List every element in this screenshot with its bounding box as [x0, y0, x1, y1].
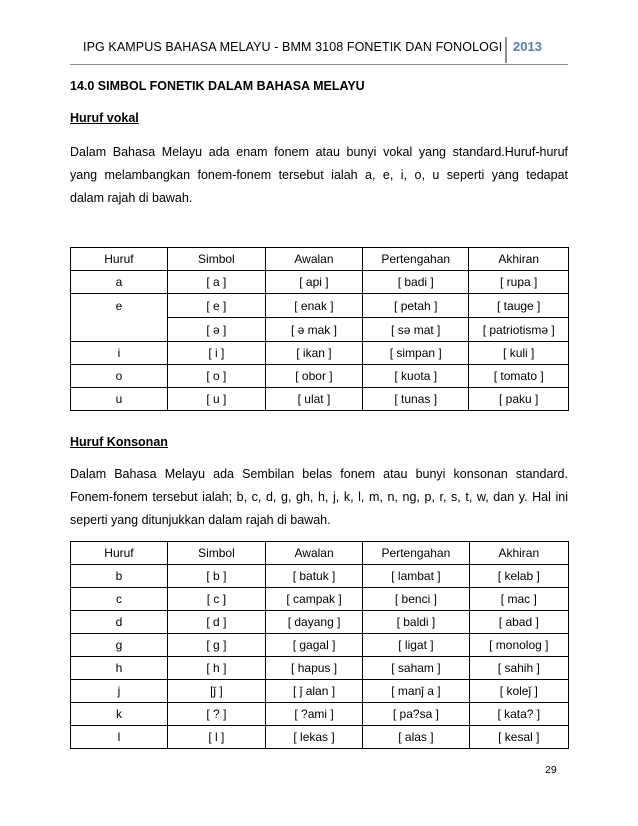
table-cell: [ sahih ] — [469, 657, 568, 680]
header-title: IPG KAMPUS BAHASA MELAYU - BMM 3108 FONETIK DAN FONOLOGI — [83, 40, 503, 54]
konsonan-paragraph-line: Dalam Bahasa Melayu ada Sembilan belas fonem atau bunyi konsonan standard. — [70, 467, 568, 481]
table-cell: e — [71, 294, 168, 318]
table-cell: [ api ] — [265, 271, 362, 294]
table-header-cell: Akhiran — [469, 542, 568, 565]
table-header-row — [71, 542, 569, 565]
table-cell: [ b ] — [167, 565, 265, 588]
table-cell: [ patriotismə ] — [469, 318, 569, 342]
table-header-cell: Akhiran — [469, 248, 569, 271]
table-cell: c — [71, 588, 168, 611]
table-row — [71, 318, 569, 342]
table-cell: [ kuli ] — [469, 342, 569, 365]
table-cell: [ paku ] — [469, 388, 569, 411]
table-row — [71, 726, 569, 749]
table-cell: [ obor ] — [265, 365, 362, 388]
table-cell: [ a ] — [167, 271, 265, 294]
table-row — [71, 680, 569, 703]
table-row — [71, 271, 569, 294]
table-header-cell: Huruf — [71, 542, 168, 565]
konsonan-paragraph — [70, 463, 568, 532]
table-cell: [ koleǰ ] — [469, 680, 568, 703]
table-cell: [ kesal ] — [469, 726, 568, 749]
table-header-row — [71, 248, 569, 271]
table-cell: h — [71, 657, 168, 680]
table-cell: [ o ] — [167, 365, 265, 388]
table-row — [71, 657, 569, 680]
table-cell: [ gagal ] — [265, 634, 362, 657]
table-cell: [ c ] — [167, 588, 265, 611]
table-cell: d — [71, 611, 168, 634]
table-cell: o — [71, 365, 168, 388]
vokal-paragraph-line: dalam rajah di bawah. — [70, 191, 193, 205]
table-cell: [ mac ] — [469, 588, 568, 611]
table-cell: [ g ] — [167, 634, 265, 657]
table-cell: [ campak ] — [265, 588, 362, 611]
table-cell: u — [71, 388, 168, 411]
table-header-cell: Simbol — [167, 248, 265, 271]
table-cell: i — [71, 342, 168, 365]
table-cell: [ benci ] — [363, 588, 469, 611]
table-cell: [ u ] — [167, 388, 265, 411]
table-cell: [ tomato ] — [469, 365, 569, 388]
table-cell: [ ligat ] — [363, 634, 469, 657]
table-cell: [ abad ] — [469, 611, 568, 634]
table-cell: [ ə mak ] — [265, 318, 362, 342]
section-title: 14.0 SIMBOL FONETIK DALAM BAHASA MELAYU — [70, 79, 365, 93]
table-cell: [ d ] — [167, 611, 265, 634]
header-separator — [505, 37, 507, 63]
header-year: 2013 — [513, 39, 542, 54]
table-cell: [ i ] — [167, 342, 265, 365]
table-row — [71, 294, 569, 318]
table-cell: b — [71, 565, 168, 588]
table-row — [71, 388, 569, 411]
table-row — [71, 703, 569, 726]
table-cell: [ dayang ] — [265, 611, 362, 634]
table-cell — [71, 318, 168, 342]
table-cell: [ ulat ] — [265, 388, 362, 411]
table-cell: [ sə mat ] — [363, 318, 469, 342]
vokal-paragraph-line: Dalam Bahasa Melayu ada enam fonem atau bunyi vokal yang standard.Huruf-huruf — [70, 145, 568, 159]
table-cell: [ simpan ] — [363, 342, 469, 365]
table-row — [71, 611, 569, 634]
table-cell: [ ǰ alan ] — [265, 680, 362, 703]
table-cell: [ lekas ] — [265, 726, 362, 749]
table-row — [71, 634, 569, 657]
table-cell: [ h ] — [167, 657, 265, 680]
table-cell: l — [71, 726, 168, 749]
table-cell: [ alas ] — [363, 726, 469, 749]
table-cell: [ hapus ] — [265, 657, 362, 680]
table-cell: a — [71, 271, 168, 294]
table-cell: [ ikan ] — [265, 342, 362, 365]
page-header — [70, 37, 570, 63]
table-cell: [ ?ami ] — [265, 703, 362, 726]
table-cell: [ l ] — [167, 726, 265, 749]
table-cell: j — [71, 680, 168, 703]
table-cell: k — [71, 703, 168, 726]
table-cell: g — [71, 634, 168, 657]
table-cell: [ badi ] — [363, 271, 469, 294]
vokal-paragraph — [70, 141, 568, 210]
konsonan-heading: Huruf Konsonan — [70, 435, 168, 449]
table-cell: [ manǰ a ] — [363, 680, 469, 703]
table-cell: [ kuota ] — [363, 365, 469, 388]
table-cell: [ kelab ] — [469, 565, 568, 588]
page-number: 29 — [545, 764, 557, 776]
table-row — [71, 342, 569, 365]
table-cell: [ petah ] — [363, 294, 469, 318]
table-cell: [ pa?sa ] — [363, 703, 469, 726]
table-cell: [ kata? ] — [469, 703, 568, 726]
vokal-paragraph-line: yang melambangkan fonem-fonem tersebut ialah a, e, i, o, u seperti yang tedapat — [70, 168, 568, 182]
table-cell: [ batuk ] — [265, 565, 362, 588]
table-cell: [ tauge ] — [469, 294, 569, 318]
table-cell: [ rupa ] — [469, 271, 569, 294]
table-header-cell: Awalan — [265, 542, 362, 565]
konsonan-paragraph-line: seperti yang ditunjukkan dalam rajah di bawah. — [70, 513, 331, 527]
table-header-cell: Huruf — [71, 248, 168, 271]
table-row — [71, 365, 569, 388]
table-cell: [ saham ] — [363, 657, 469, 680]
table-row — [71, 588, 569, 611]
table-cell: [ǰ ] — [167, 680, 265, 703]
header-rule — [70, 64, 568, 65]
konsonan-table — [70, 541, 569, 749]
table-cell: [ ə ] — [167, 318, 265, 342]
table-cell: [ e ] — [167, 294, 265, 318]
table-cell: [ tunas ] — [363, 388, 469, 411]
table-header-cell: Pertengahan — [363, 542, 469, 565]
table-row — [71, 565, 569, 588]
table-header-cell: Simbol — [167, 542, 265, 565]
table-cell: [ monolog ] — [469, 634, 568, 657]
vokal-table — [70, 247, 569, 411]
table-cell: [ ? ] — [167, 703, 265, 726]
table-cell: [ baldi ] — [363, 611, 469, 634]
table-header-cell: Awalan — [265, 248, 362, 271]
konsonan-paragraph-line: Fonem-fonem tersebut ialah; b, c, d, g, gh, h, j, k, l, m, n, ng, p, r, s, t, w, dan y. Hal ini — [70, 490, 568, 504]
table-header-cell: Pertengahan — [363, 248, 469, 271]
table-cell: [ enak ] — [265, 294, 362, 318]
table-cell: [ lambat ] — [363, 565, 469, 588]
vokal-heading: Huruf vokal — [70, 111, 139, 125]
